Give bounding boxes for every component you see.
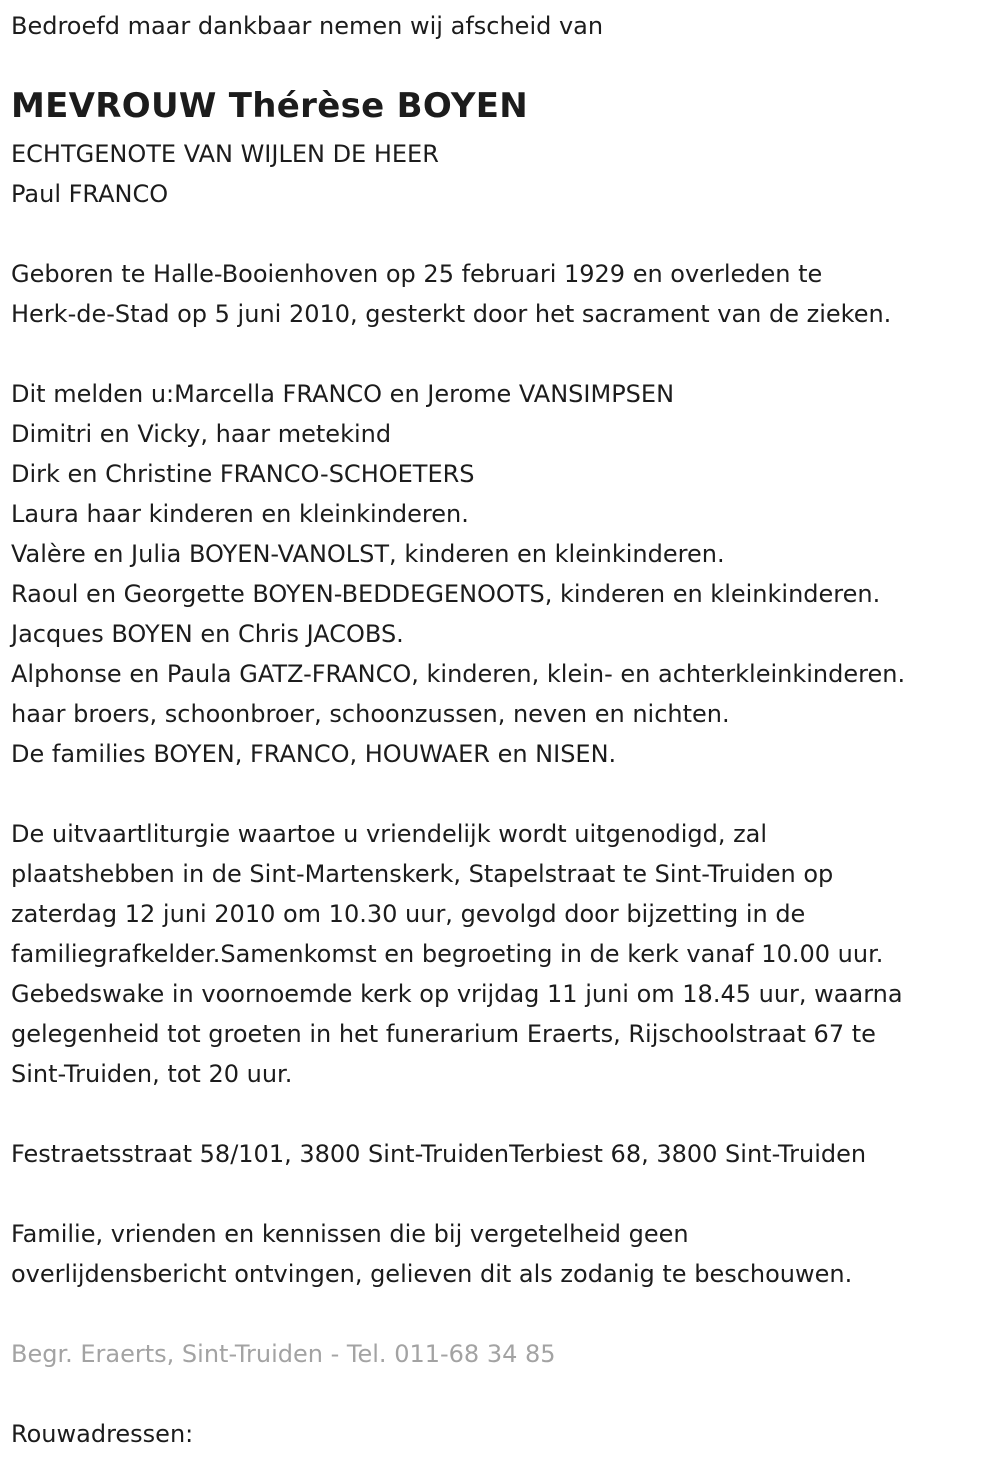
notice-line: overlijdensbericht ontvingen, gelieven dit als zodanig te beschouwen. [11, 1260, 853, 1288]
family-line: Dirk en Christine FRANCO-SCHOETERS [11, 460, 475, 488]
life-line: Geboren te Halle-Booienhoven op 25 februari 1929 en overleden te [11, 260, 823, 288]
notice-line: Familie, vrienden en kennissen die bij vergetelheid geen [11, 1220, 689, 1248]
funeral-home-contact: Begr. Eraerts, Sint-Truiden - Tel. 011-68 34 85 [11, 1340, 556, 1368]
intro-text: Bedroefd maar dankbaar nemen wij afscheid van [11, 12, 604, 40]
family-line: Laura haar kinderen en kleinkinderen. [11, 500, 469, 528]
life-line: Herk-de-Stad op 5 juni 2010, gesterkt door het sacrament van de zieken. [11, 300, 892, 328]
condolence-label: Rouwadressen: [11, 1420, 194, 1448]
life-paragraph [11, 254, 1000, 334]
ceremony-line: familiegrafkelder.Samenkomst en begroeting in de kerk vanaf 10.00 uur. [11, 940, 884, 968]
ceremony-line: gelegenheid tot groeten in het funerarium Eraerts, Rijschoolstraat 67 te [11, 1020, 876, 1048]
family-line: Jacques BOYEN en Chris JACOBS. [11, 620, 404, 648]
family-line: Valère en Julia BOYEN-VANOLST, kinderen en kleinkinderen. [11, 540, 725, 568]
notice-paragraph [11, 1214, 1000, 1294]
spouse-name: Paul FRANCO [11, 180, 169, 208]
family-line: Dimitri en Vicky, haar metekind [11, 420, 392, 448]
family-line: haar broers, schoonbroer, schoonzussen, neven en nichten. [11, 700, 730, 728]
family-line: Dit melden u:Marcella FRANCO en Jerome VANSIMPSEN [11, 380, 675, 408]
relation-text: ECHTGENOTE VAN WIJLEN DE HEER [11, 140, 439, 168]
ceremony-line: Gebedswake in voornoemde kerk op vrijdag 11 juni om 18.45 uur, waarna [11, 980, 903, 1008]
family-line: De families BOYEN, FRANCO, HOUWAER en NISEN. [11, 740, 617, 768]
addresses-line: Festraetsstraat 58/101, 3800 Sint-TruidenTerbiest 68, 3800 Sint-Truiden [11, 1140, 867, 1168]
family-line: Alphonse en Paula GATZ-FRANCO, kinderen, klein- en achterkleinkinderen. [11, 660, 906, 688]
deceased-name: MEVROUW Thérèse BOYEN [11, 86, 529, 126]
ceremony-paragraph [11, 814, 1000, 1094]
family-list [11, 374, 1000, 774]
ceremony-line: zaterdag 12 juni 2010 om 10.30 uur, gevolgd door bijzetting in de [11, 900, 806, 928]
ceremony-line: De uitvaartliturgie waartoe u vriendelijk wordt uitgenodigd, zal [11, 820, 768, 848]
ceremony-line: Sint-Truiden, tot 20 uur. [11, 1060, 293, 1088]
ceremony-line: plaatshebben in de Sint-Martenskerk, Stapelstraat te Sint-Truiden op [11, 860, 834, 888]
family-line: Raoul en Georgette BOYEN-BEDDEGENOOTS, kinderen en kleinkinderen. [11, 580, 881, 608]
